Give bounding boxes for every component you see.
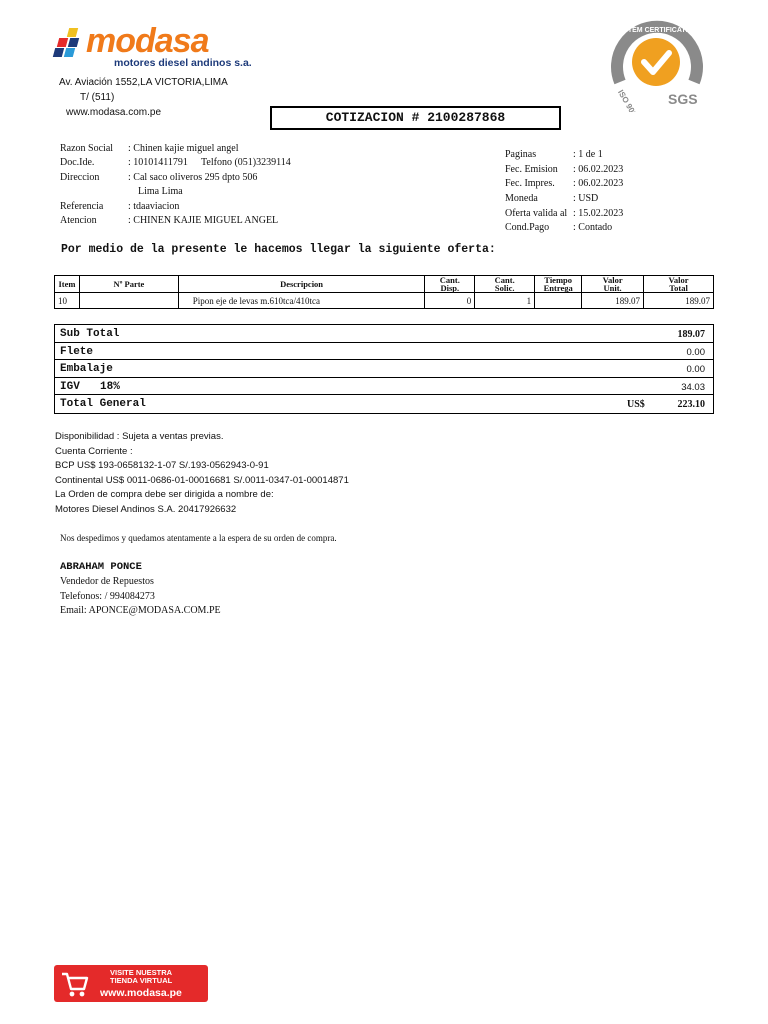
meta-imp-value: : 06.02.2023 [573, 178, 624, 189]
embalaje-row [55, 360, 713, 378]
client-ref-label: Referencia [60, 201, 104, 212]
flete-label: Flete [60, 345, 94, 358]
meta-pag-value: : 1 de 1 [573, 149, 603, 160]
client-at-label: Atencion [60, 215, 97, 226]
cell-item: 10 [55, 293, 80, 309]
th-disp: Cant. Disp. [425, 276, 475, 293]
meta-pago-value: : Contado [573, 222, 613, 233]
cell-entrega [535, 293, 582, 309]
totals-box [54, 324, 714, 414]
shopping-cart-icon [60, 969, 90, 999]
banner-url[interactable]: www.modasa.pe [100, 987, 182, 999]
subtotal-row [55, 325, 713, 343]
cell-solic: 1 [475, 293, 535, 309]
cell-disp: 0 [425, 293, 475, 309]
seller-email: Email: APONCE@MODASA.COM.PE [60, 605, 221, 616]
igv-label: IGV [60, 380, 80, 393]
info-razon: Motores Diesel Andinos S.A. 20417926632 [55, 504, 237, 515]
client-at-value: : CHINEN KAJIE MIGUEL ANGEL [128, 215, 279, 226]
igv-value: 34.03 [681, 381, 705, 393]
flete-row [55, 343, 713, 361]
subtotal-value: 189.07 [677, 329, 705, 340]
total-value: 223.10 [677, 399, 705, 411]
client-ref-value: : tdaaviacion [128, 201, 180, 212]
th-entrega: Tiempo Entrega [535, 276, 582, 293]
meta-emi-value: : 06.02.2023 [573, 164, 624, 175]
seller-name: ABRAHAM PONCE [60, 561, 142, 573]
banner-text-top: VISITE NUESTRA TIENDA VIRTUAL [110, 968, 173, 985]
closing-text: Nos despedimos y quedamos atentamente a la espera de su orden de compra. [60, 533, 337, 543]
seal-iso-text: ISO 9001 [616, 88, 641, 112]
th-parte: Nº Parte [79, 276, 178, 293]
info-cuenta: Cuenta Corriente : [55, 446, 133, 457]
client-doc-value: : 10101411791 [128, 157, 188, 168]
virtual-store-banner[interactable] [54, 965, 208, 1002]
client-dir-label: Direccion [60, 172, 100, 183]
igv-pct: 18% [100, 380, 120, 393]
subtotal-label: Sub Total [60, 328, 120, 340]
total-label: Total General [60, 398, 146, 411]
cell-parte [79, 293, 178, 309]
client-doc-label: Doc.Ide. [60, 157, 95, 168]
th-solic: Cant. Solic. [475, 276, 535, 293]
th-total: Valor Total [644, 276, 714, 293]
client-tel-value: Telfono (051)3239114 [201, 157, 291, 168]
sgs-certification-seal [606, 20, 706, 112]
seal-ring-text: SYSTEM CERTIFICATION [613, 27, 699, 34]
meta-imp-label: Fec. Impres. [505, 178, 555, 189]
offer-text: Por medio de la presente le hacemos llegar la siguiente oferta: [61, 243, 496, 256]
client-dir-value: : Cal saco oliveros 295 dpto 506 [128, 172, 258, 183]
info-continental: Continental US$ 0011-0686-01-00016681 S/.0011-0347-01-00014871 [55, 475, 349, 486]
client-dir-value2: Lima Lima [138, 186, 183, 197]
meta-mon-label: Moneda [505, 193, 538, 204]
meta-pago-label: Cond.Pago [505, 222, 550, 233]
company-address: Av. Aviación 1552,LA VICTORIA,LIMA [59, 77, 228, 88]
cell-total: 189.07 [644, 293, 714, 309]
info-disponibilidad: Disponibilidad : Sujeta a ventas previas. [55, 431, 224, 442]
quote-title: COTIZACION # 2100287868 [270, 106, 561, 130]
logo-wordmark: modasa [86, 22, 209, 60]
cell-desc: Pipon eje de levas m.610tca/410tca [178, 293, 425, 309]
table-header-row [55, 276, 714, 293]
seller-role: Vendedor de Repuestos [60, 576, 154, 587]
embalaje-value: 0.00 [686, 364, 705, 376]
table-row [55, 293, 714, 309]
items-table [54, 275, 714, 309]
meta-val-value: : 15.02.2023 [573, 208, 624, 219]
meta-val-label: Oferta valida al [505, 208, 568, 219]
client-razon-value: : Chinen kajie miguel angel [128, 143, 239, 154]
company-logo [54, 22, 254, 69]
meta-pag-label: Paginas [505, 149, 537, 160]
th-item: Item [55, 276, 80, 293]
th-desc: Descripcion [178, 276, 425, 293]
logo-tagline: motores diesel andinos s.a. [114, 57, 252, 69]
cell-unit: 189.07 [582, 293, 644, 309]
seller-phones: Telefonos: / 994084273 [60, 591, 155, 602]
meta-mon-value: : USD [573, 193, 599, 204]
client-razon-label: Razon Social [60, 143, 114, 154]
igv-row [55, 378, 713, 396]
info-orden: La Orden de compra debe ser dirigida a nombre de: [55, 489, 274, 500]
total-row [55, 395, 713, 413]
info-bcp: BCP US$ 193-0658132-1-07 S/.193-0562943-0-91 [55, 460, 269, 471]
flete-value: 0.00 [686, 346, 705, 358]
embalaje-label: Embalaje [60, 363, 113, 376]
th-unit: Valor Unit. [582, 276, 644, 293]
total-currency: US$ [627, 399, 645, 411]
meta-emi-label: Fec. Emision [505, 164, 558, 175]
company-phone: T/ (511) [80, 92, 115, 103]
seal-brand-text: SGS [668, 91, 698, 107]
company-web: www.modasa.com.pe [66, 107, 162, 118]
